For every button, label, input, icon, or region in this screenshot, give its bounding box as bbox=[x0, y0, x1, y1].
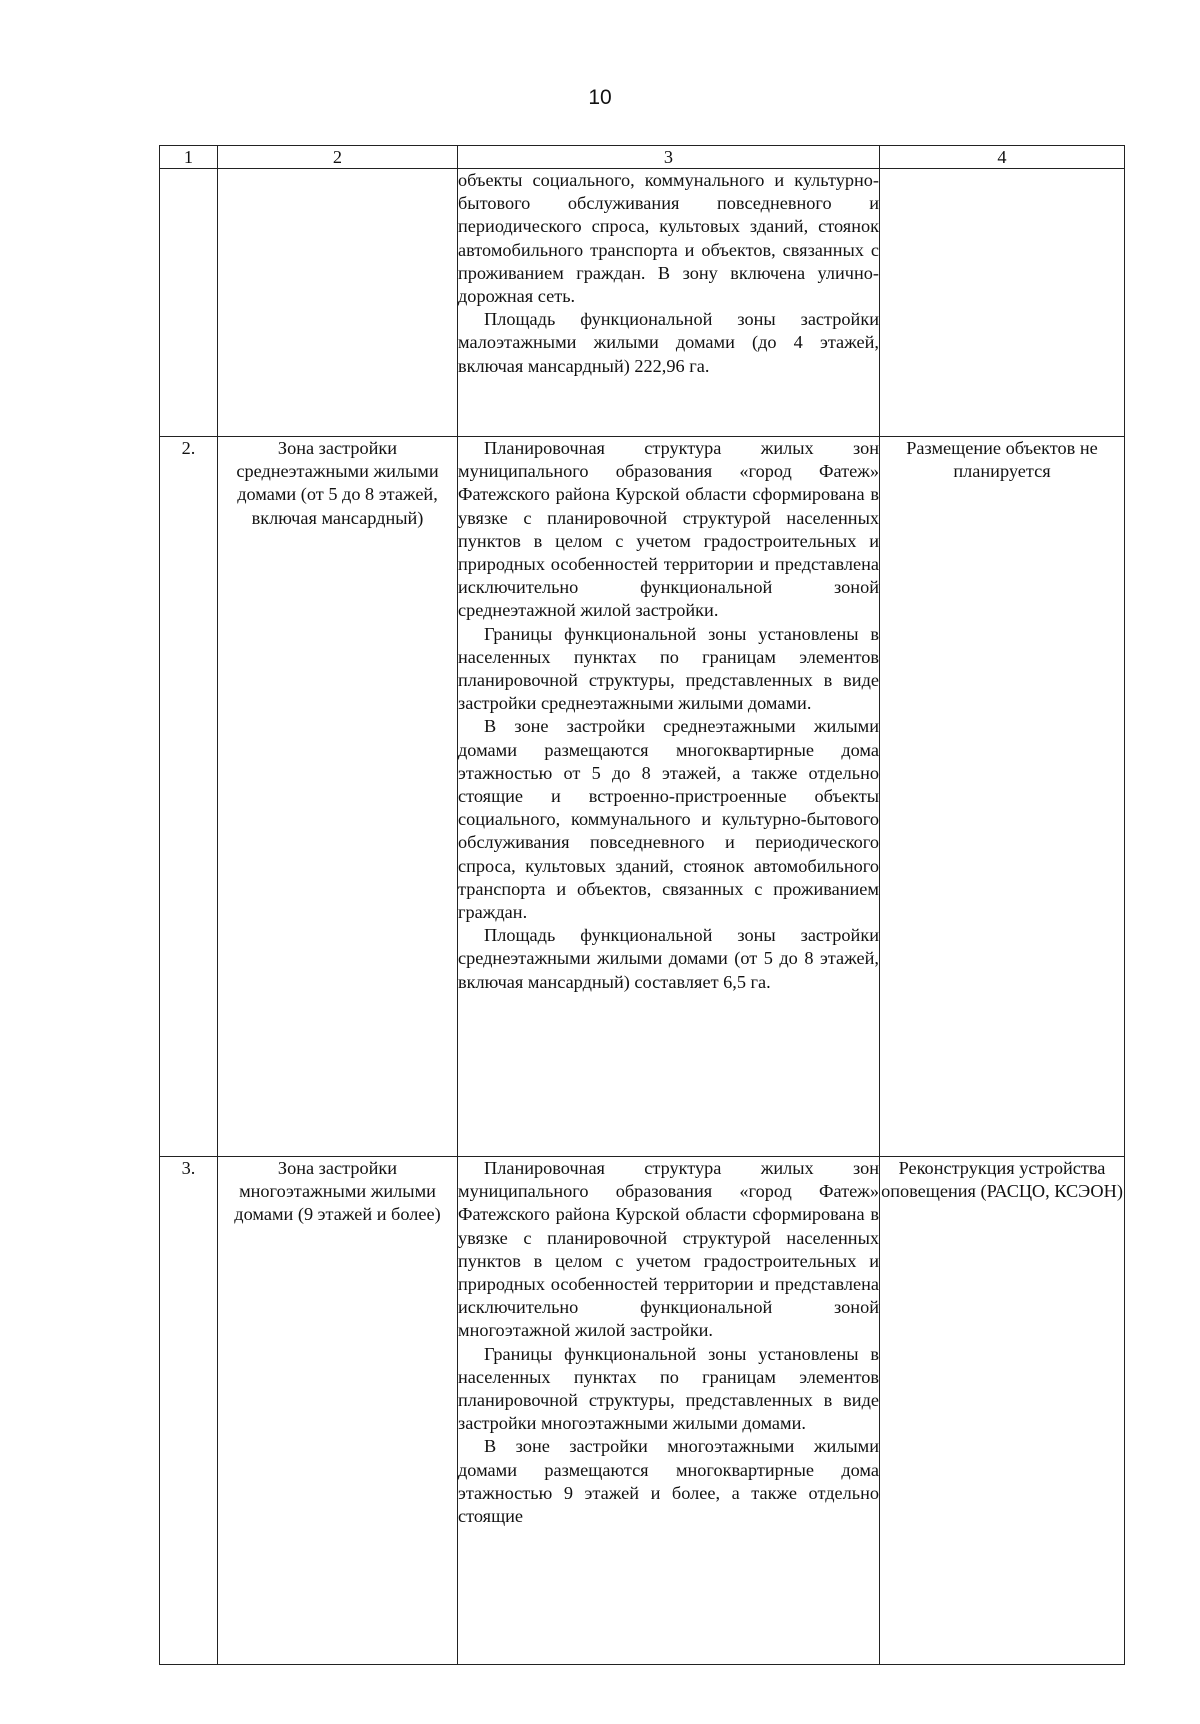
page-number: 10 bbox=[588, 86, 612, 109]
description-paragraph: Площадь функциональной зоны застройки малоэтажными жилыми домами (до 4 этажей, включая мансардный) 222,96 га. bbox=[458, 309, 879, 376]
table-row bbox=[160, 169, 1125, 437]
zone-description bbox=[458, 1157, 880, 1665]
planned-objects: Размещение объектов не планируется bbox=[880, 437, 1125, 1157]
description-paragraph: Площадь функциональной зоны застройки среднеэтажными жилыми домами (от 5 до 8 этажей, включая мансардный) составляет 6,5 га. bbox=[458, 925, 879, 992]
planned-objects bbox=[880, 169, 1125, 437]
zone-name: Зона застройки среднеэтажными жилыми домами (от 5 до 8 этажей, включая мансардный) bbox=[218, 437, 458, 1157]
zone-name: Зона застройки многоэтажными жилыми домами (9 этажей и более) bbox=[218, 1157, 458, 1665]
zone-description bbox=[458, 437, 880, 1157]
description-paragraph: В зоне застройки среднеэтажными жилыми домами размещаются многоквартирные дома этажностью от 5 до 8 этажей, а также отдельно стоящие и встроенно-пристроенные объекты социального, коммунального и культурно-бытового обслуживания повседневного и периодического спроса, культовых зданий, стоянок автомобильного транспорта и объектов, связанных с проживанием граждан. bbox=[458, 716, 879, 923]
description-paragraph: Границы функциональной зоны установлены в населенных пунктах по границам элементов планировочной структуры, представленных в виде застройки многоэтажными жилыми домами. bbox=[458, 1343, 879, 1434]
description-paragraph: Планировочная структура жилых зон муниципального образования «город Фатеж» Фатежского района Курской области сформирована в увязке с планировочной структурой населенных пунктов в целом с учетом градостроительных и природных особенностей территории и представлена исключительно функциональной зоной многоэтажной жилой застройки. bbox=[458, 1158, 879, 1341]
planned-objects: Реконструкция устройства оповещения (РАСЦО, КСЭОН) bbox=[880, 1157, 1125, 1665]
description-paragraph: объекты социального, коммунального и культурно-бытового обслуживания повседневного и периодического спроса, культовых зданий, стоянок автомобильного транспорта и объектов, связанных с проживанием граждан. В зону включена улично-дорожная сеть. bbox=[458, 170, 879, 307]
zone-name bbox=[218, 169, 458, 437]
column-header-2: 2 bbox=[218, 146, 458, 169]
column-header-3: 3 bbox=[458, 146, 880, 169]
row-number: 2. bbox=[160, 437, 218, 1157]
table-header-row bbox=[160, 146, 1125, 169]
row-number: 3. bbox=[160, 1157, 218, 1665]
column-header-1: 1 bbox=[160, 146, 218, 169]
row-number bbox=[160, 169, 218, 437]
column-header-4: 4 bbox=[880, 146, 1125, 169]
description-paragraph: В зоне застройки многоэтажными жилыми домами размещаются многоквартирные дома этажностью 9 этажей и более, а также отдельно стоящие bbox=[458, 1436, 879, 1527]
table-row bbox=[160, 1157, 1125, 1665]
description-paragraph: Границы функциональной зоны установлены в населенных пунктах по границам элементов планировочной структуры, представленных в виде застройки среднеэтажными жилыми домами. bbox=[458, 623, 879, 714]
table-row bbox=[160, 437, 1125, 1157]
description-paragraph: Планировочная структура жилых зон муниципального образования «город Фатеж» Фатежского района Курской области сформирована в увязке с планировочной структурой населенных пунктов в целом с учетом градостроительных и природных особенностей территории и представлена исключительно функциональной зоной среднеэтажной жилой застройки. bbox=[458, 438, 879, 621]
zone-description bbox=[458, 169, 880, 437]
zones-table bbox=[159, 145, 1125, 1665]
